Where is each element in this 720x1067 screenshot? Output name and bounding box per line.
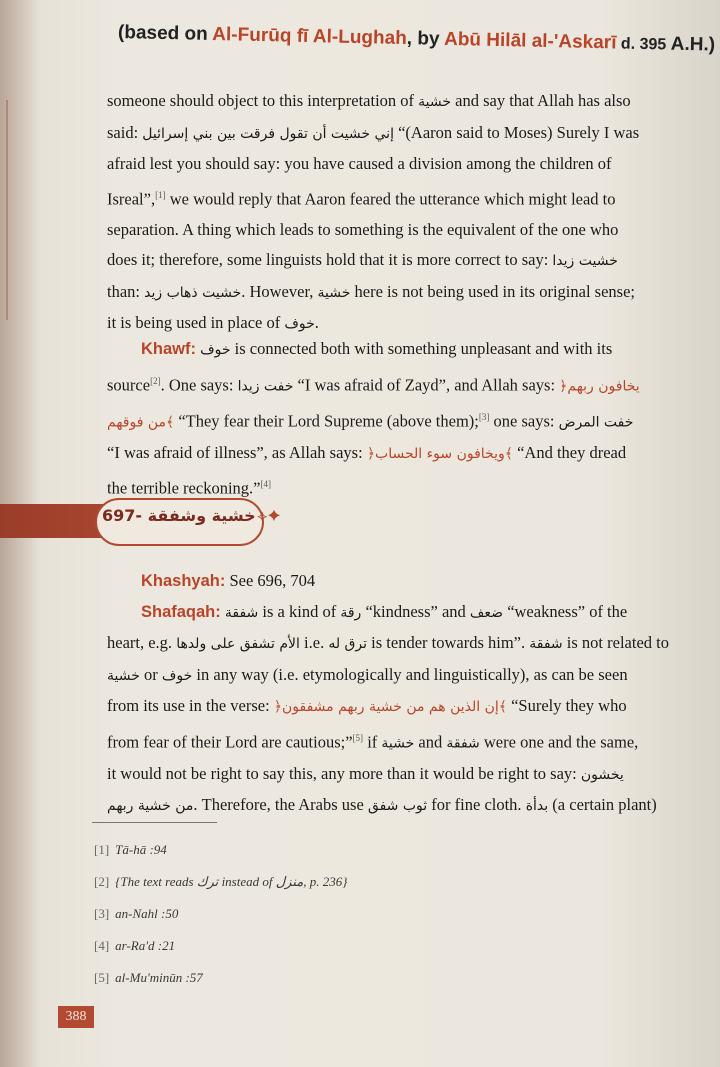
text-line: does it; therefore, some linguists hold that it is more correct to say: خشيت زيدا (107, 250, 618, 269)
text-line: from fear of their Lord are cautious;”[5] if خشية and شفقة were one and the same, (107, 732, 639, 751)
text-line: source[2]. One says: خفت زيدا “I was afraid of Zayd”, and Allah says: ﴿يخافون ربهم (107, 375, 640, 394)
footnote: [2] {The text reads ترك instead of منزل, p. 236} (94, 874, 348, 889)
footnote: [3] an-Nahl :50 (94, 906, 179, 921)
text-line: Isreal”,[1] we would reply that Aaron feared the utterance which might lead to (107, 189, 616, 208)
text-line: من خشية ربهم. Therefore, the Arabs use ثوب شفق for fine cloth. بدأة (a certain plant) (107, 795, 657, 814)
text-line: it would not be right to say this, any more than it would be right to say: يخشون (107, 763, 624, 783)
footnotes (94, 834, 594, 994)
text-line: than: خشيت ذهاب زيد. However, خشية here is not being used in its original sense; (107, 281, 635, 301)
footnote-divider (92, 822, 217, 823)
text-line: from its use in the verse: ﴿إن الذين هم من خشية ربهم مشفقون﴾ “Surely they who (107, 696, 627, 715)
text-line: من فوقهم﴾ “They fear their Lord Supreme (above them);[3] one says: خفت المرض (107, 411, 634, 430)
text-line: someone should object to this interpretation of خشية and say that Allah has also (107, 91, 631, 110)
text-line: خشية or خوف in any way (i.e. etymologically and linguistically), as can be seen (107, 664, 628, 684)
text-line: Khawf: خوف is connected both with something unpleasant and with its (141, 339, 613, 358)
shafaqah-paragraph (107, 566, 697, 822)
text-line: it is being used in place of خوف. (107, 313, 319, 332)
text-line: heart, e.g. الأم تشفق على ولدها i.e. ترق له is tender towards him”. شفقة is not related to (107, 633, 669, 652)
khawf-paragraph (107, 334, 697, 504)
text-line: “I was afraid of illness”, as Allah says: ﴿ويخافون سوء الحساب﴾ “And they dread (107, 442, 627, 462)
page-number: 388 (58, 1006, 94, 1028)
text-line: separation. A thing which leads to something is the equivalent of the one who (107, 219, 619, 239)
text-line: said: إني خشيت أن تقول فرقت بين بني إسرائيل “(Aaron said to Moses) Surely I was (107, 122, 640, 142)
text-line: afraid lest you should say: you have caused a division among the children of (107, 154, 612, 173)
term-khawf: Khawf: (141, 340, 196, 358)
text-line: Shafaqah: شفقة is a kind of رقة “kindness” and ضعف “weakness” of the (141, 601, 628, 621)
paragraph-continuation (107, 86, 697, 340)
footnote: [1] Tā-hā :94 (94, 842, 167, 857)
term-khashyah: Khashyah: (141, 572, 226, 590)
text-line: Khashyah: See 696, 704 (141, 571, 316, 590)
footnote: [4] ar-Ra'd :21 (94, 938, 176, 953)
footnote: [5] al-Mu'minūn :57 (94, 970, 203, 985)
text-line: the terrible reckoning.”[4] (107, 478, 271, 498)
running-header: (based on Al-Furūq fī Al-Lughah, by Abū Hilāl al-'Askarī d. 395 A.H.) (117, 22, 716, 56)
ornament-icon: ⟡✦ (257, 508, 281, 525)
margin-marks (6, 100, 22, 320)
section-heading: 697- خشية وشفقة (102, 506, 256, 525)
term-shafaqah: Shafaqah: (141, 602, 221, 621)
